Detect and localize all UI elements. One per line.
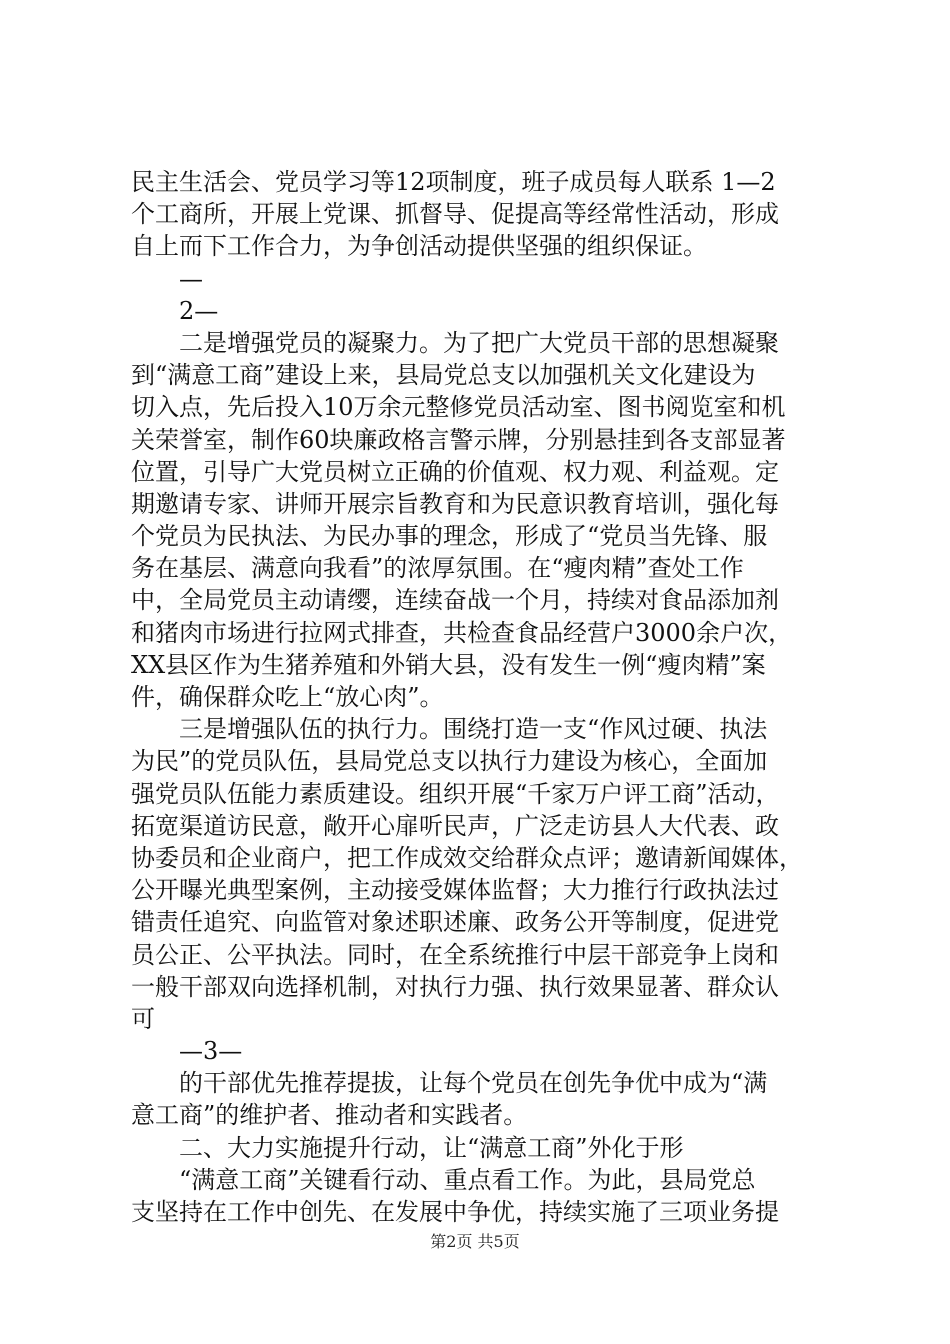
text-line: 二是增强党员的凝聚力。为了把广大党员干部的思想凝聚 [131, 328, 779, 357]
text-line: 公开曝光典型案例，主动接受媒体监督；大力推行行政执法过 [131, 876, 779, 905]
text-line: — [131, 264, 203, 293]
text-line: “满意工商”关键看行动、重点看工作。为此，县局党总 [131, 1165, 756, 1194]
document-body [131, 166, 831, 1228]
text-line: 中，全局党员主动请缨，连续奋战一个月，持续对食品添加剂 [131, 586, 779, 615]
page-footer: 第2页 共5页 [430, 1232, 520, 1251]
text-line: 自上而下工作合力，为争创活动提供坚强的组织保证。 [131, 232, 707, 261]
text-line: 民主生活会、党员学习等12项制度，班子成员每人联系 1—2 [131, 168, 776, 196]
text-line: 关荣誉室，制作60块廉政格言警示牌，分别悬挂到各支部显著 [131, 425, 786, 454]
text-line: 一般干部双向选择机制，对执行力强、执行效果显著、群众认 [131, 972, 779, 1001]
text-line: 错责任追究、向监管对象述职述廉、政务公开等制度，促进党 [131, 908, 779, 937]
text-line: 和猪肉市场进行拉网式排查，共检查食品经营户3000余户次， [131, 618, 793, 647]
text-line: 切入点，先后投入10万余元整修党员活动室、图书阅览室和机 [131, 393, 786, 422]
text-line: 的干部优先推荐提拔，让每个党员在创先争优中成为“满 [131, 1069, 768, 1098]
text-line: 为民”的党员队伍，县局党总支以执行力建设为核心，全面加 [131, 747, 768, 776]
text-line: 个工商所，开展上党课、抓督导、促提高等经常性活动，形成 [131, 200, 779, 229]
text-line: XX县区作为生猪养殖和外销大县，没有发生一例“瘦肉精”案 [131, 650, 766, 679]
text-line: 务在基层、满意向我看”的浓厚氛围。在“瘦肉精”查处工作 [131, 554, 744, 583]
text-line: 件，确保群众吃上“放心肉”。 [131, 683, 444, 711]
text-line: 2— [131, 296, 219, 325]
text-line: 协委员和企业商户，把工作成效交给群众点评；邀请新闻媒体， [131, 843, 803, 872]
text-line: 位置，引导广大党员树立正确的价值观、权力观、利益观。定 [131, 457, 779, 486]
text-line: 强党员队伍能力素质建设。组织开展“千家万户评工商”活动， [131, 779, 780, 808]
text-line: 可 [131, 1004, 155, 1033]
text-line: 到“满意工商”建设上来，县局党总支以加强机关文化建设为 [131, 361, 756, 390]
text-line: 期邀请专家、讲师开展宗旨教育和为民意识教育培训，强化每 [131, 489, 779, 518]
text-line: 个党员为民执法、为民办事的理念，形成了“党员当先锋、服 [131, 522, 768, 551]
text-line: 三是增强队伍的执行力。围绕打造一支“作风过硬、执法 [131, 715, 768, 744]
text-line: 支坚持在工作中创先、在发展中争优，持续实施了三项业务提 [131, 1198, 779, 1226]
text-line: 员公正、公平执法。同时，在全系统推行中层干部竞争上岗和 [131, 940, 779, 969]
text-line: 拓宽渠道访民意，敞开心扉听民声，广泛走访县人大代表、政 [131, 811, 779, 840]
text-line: 二、大力实施提升行动，让“满意工商”外化于形 [131, 1133, 684, 1162]
text-line: 意工商”的维护者、推动者和实践者。 [131, 1101, 528, 1130]
text-line: —3— [131, 1037, 243, 1066]
